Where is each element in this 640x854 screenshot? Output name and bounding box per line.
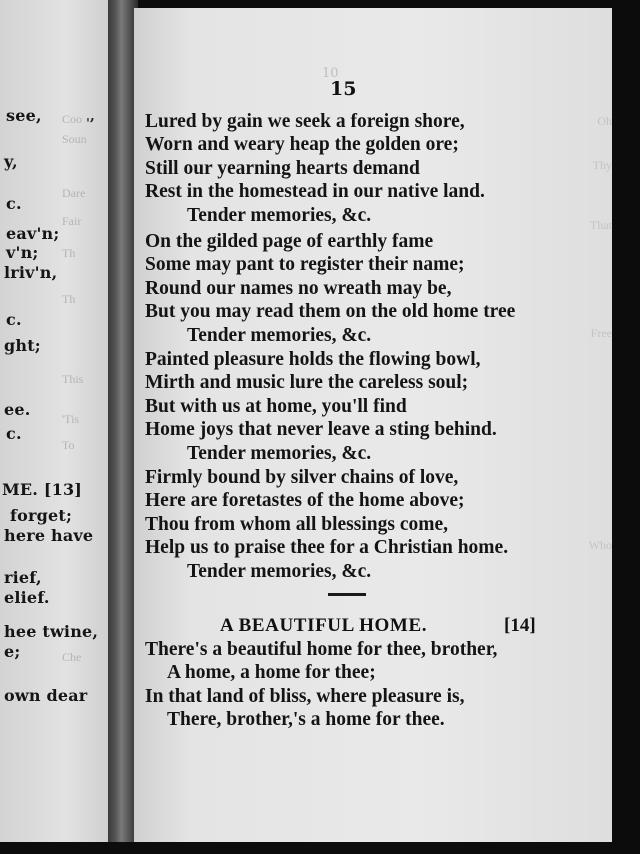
left-text-line: eav'n; <box>6 224 60 243</box>
verse-line: Painted pleasure holds the flowing bowl, <box>145 349 481 370</box>
verse-line: Some may pant to register their name; <box>145 254 465 276</box>
left-text-line: y, <box>4 152 18 171</box>
left-text-line: hee twine, <box>4 622 99 641</box>
bleed-through-text: To <box>62 438 75 452</box>
left-text-line: here have <box>4 526 94 545</box>
bleed-through-text: This <box>62 372 84 386</box>
verse-line: A home, a home for thee; <box>167 662 376 684</box>
verse-line: Firmly bound by silver chains of love, <box>145 467 459 488</box>
bleed-through-text: Oh <box>597 114 612 128</box>
page-number: 15 <box>330 78 357 100</box>
bleed-through-text: Coo <box>62 112 83 126</box>
ink-mark: ˌ, <box>86 108 95 124</box>
left-page-fragment <box>0 0 110 842</box>
bleed-through-text: That <box>590 218 612 232</box>
bleed-through-text: Free <box>590 326 612 340</box>
bleed-through-text: 'Tis <box>62 412 80 426</box>
left-text-line: ME. [13] <box>2 480 83 499</box>
verse-1 <box>145 110 485 227</box>
left-text-line: see, <box>6 106 42 125</box>
refrain-line: Tender memories, &c. <box>187 442 372 464</box>
right-page <box>134 8 612 842</box>
verse-line: Rest in the homestead in our native land. <box>145 181 485 203</box>
verse-line: Help us to praise thee for a Christian home. <box>145 537 509 559</box>
verse-line: Here are foretastes of the home above; <box>145 490 465 512</box>
song-14-verse <box>145 638 497 732</box>
verse-line: Mirth and music lure the careless soul; <box>145 372 469 394</box>
left-text-line: elief. <box>4 588 50 607</box>
left-text-line: c. <box>6 310 22 329</box>
left-text-line: ght; <box>4 336 41 355</box>
verse-line: Still our yearning hearts demand <box>145 157 420 179</box>
bleed-through-text: Who <box>588 538 612 552</box>
song-number: [14] <box>504 615 536 636</box>
refrain-line: Tender memories, &c. <box>187 324 372 346</box>
verse-2 <box>145 230 515 347</box>
verse-line: Lured by gain we seek a foreign shore, <box>145 111 465 132</box>
verse-4 <box>145 466 508 583</box>
bleed-through-text: Dare <box>62 186 86 200</box>
verse-line: But with us at home, you'll find <box>145 395 407 417</box>
section-divider <box>328 593 366 596</box>
verse-line: Round our names no wreath may be, <box>145 277 452 299</box>
verse-line: There, brother,'s a home for thee. <box>167 709 445 731</box>
left-text-line: forget; <box>10 506 73 525</box>
verse-line: Worn and weary heap the golden ore; <box>145 134 459 156</box>
refrain-line: Tender memories, &c. <box>187 204 372 226</box>
verse-line: There's a beautiful home for thee, brother, <box>145 639 498 660</box>
bleed-through-text: Fair <box>62 214 82 228</box>
left-text-line: v'n; <box>6 243 39 262</box>
refrain-line: Tender memories, &c. <box>187 560 372 582</box>
bleed-through-text: Th <box>62 292 76 306</box>
left-text-line: e; <box>4 642 21 661</box>
verse-line: Thou from whom all blessings come, <box>145 513 448 535</box>
left-text-line: c. <box>6 424 22 443</box>
left-text-line: lriv'n, <box>4 263 58 282</box>
song-title: A BEAUTIFUL HOME. <box>220 615 428 636</box>
verse-line: But you may read them on the old home tree <box>145 301 516 323</box>
verse-line: In that land of bliss, where pleasure is, <box>145 685 465 707</box>
left-text-line: c. <box>6 194 22 213</box>
bleed-through-text: Che <box>62 650 82 664</box>
bleed-through-text: Th <box>62 246 76 260</box>
bleed-through-text: 10 <box>322 66 339 81</box>
verse-line: On the gilded page of earthly fame <box>145 231 434 252</box>
verse-line: Home joys that never leave a sting behind. <box>145 419 497 441</box>
bleed-through-text: Thy <box>592 158 612 172</box>
left-text-line: rief, <box>4 568 42 587</box>
left-text-line: ee. <box>4 400 31 419</box>
verse-3 <box>145 348 497 465</box>
bleed-through-text: Soun <box>62 132 87 146</box>
left-text-line: own dear <box>4 686 88 705</box>
